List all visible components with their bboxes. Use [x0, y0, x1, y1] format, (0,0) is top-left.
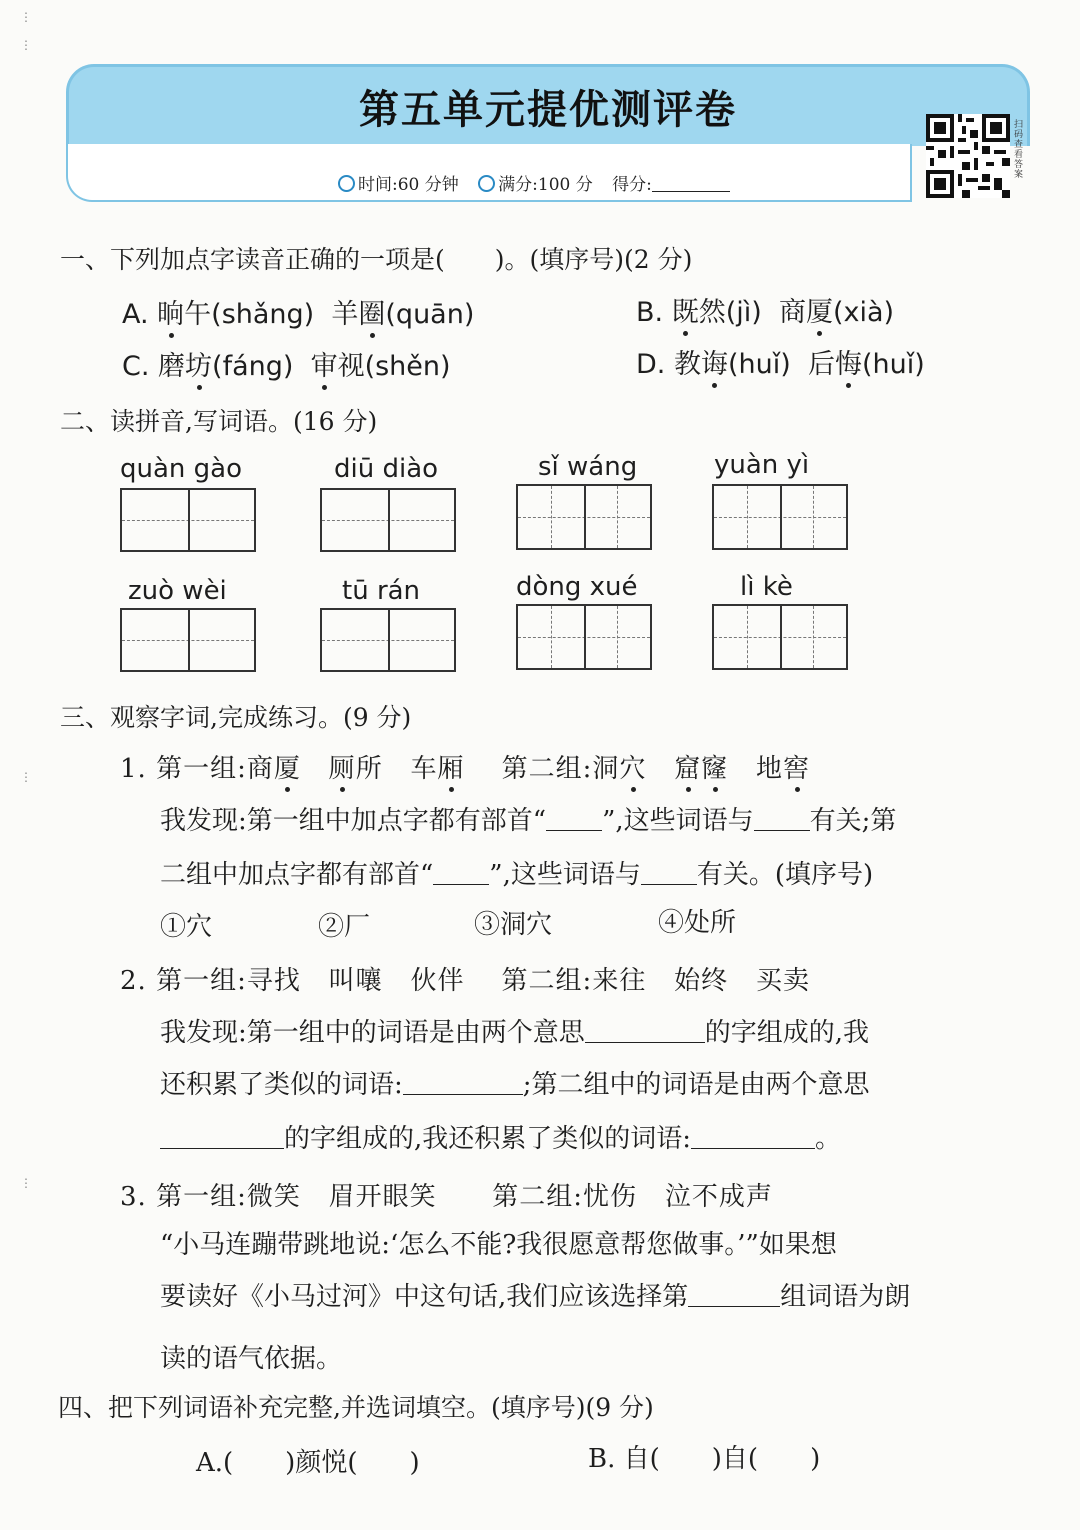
q3-3-line2: 要读好《小马过河》中这句话,我们应该选择第 组词语为朗 [160, 1282, 911, 1312]
binding-margin-top: ⋮ ⋮ [20, 10, 32, 52]
q3-3-line1: “小马连蹦带跳地说:‘怎么不能?我很愿意帮您做事。’”如果想 [160, 1230, 837, 1260]
clock-icon [338, 175, 355, 192]
q3-1-choice-2: ②厂 [318, 912, 371, 942]
blank-meaning-1[interactable] [585, 1041, 705, 1043]
write-box-1[interactable] [120, 488, 256, 552]
q3-2-groups: 2. 第一组:寻找 叫嚷 伙伴 第二组:来往 始终 买卖 [120, 966, 810, 996]
q3-1-line2: 二组中加点字都有部首“ ”,这些词语与 有关。(填序号) [160, 860, 874, 890]
write-box-2[interactable] [320, 488, 456, 552]
qr-code-icon[interactable] [926, 114, 1010, 198]
q3-1-groups: 1. 第一组:商厦 厕所 车厢 第二组:洞穴 窟窿 地窖 [120, 748, 810, 785]
blank-relation-2[interactable] [641, 883, 697, 885]
write-box-5[interactable] [120, 608, 256, 672]
q3-2-line3: 的字组成的,我还积累了类似的词语: 。 [160, 1118, 841, 1155]
q4-heading: 四、把下列词语补充完整,并选词填空。(填序号)(9 分) [58, 1393, 654, 1422]
pinyin-8: lì kè [740, 572, 793, 602]
pinyin-4: yuàn yì [714, 450, 810, 480]
blank-meaning-2[interactable] [160, 1147, 284, 1149]
score-field: 得分: [612, 175, 730, 195]
write-box-8[interactable] [712, 604, 848, 670]
pinyin-3: sǐ wáng [538, 452, 638, 482]
binding-margin-low: ⋮ [20, 1176, 32, 1190]
check-icon [478, 175, 495, 192]
write-box-7[interactable] [516, 604, 652, 670]
pinyin-7: dòng xué [516, 572, 638, 602]
q1-option-a: A. 晌午(shǎng) 羊圈(quān) [122, 292, 474, 331]
q1-option-b: B. 既然(jì) 商厦(xià) [636, 290, 894, 329]
binding-margin-mid: ⋮ [20, 770, 32, 784]
q1-option-c: C. 磨坊(fáng) 审视(shěn) [122, 344, 451, 383]
pinyin-5: zuò wèi [128, 576, 227, 606]
blank-words-1[interactable] [403, 1093, 523, 1095]
q1-heading: 一、下列加点字读音正确的一项是( )。(填序号)(2 分) [60, 245, 693, 274]
blank-words-2[interactable] [691, 1147, 815, 1149]
q3-1-line1: 我发现:第一组中加点字都有部首“ ”,这些词语与 有关;第 [160, 806, 897, 836]
qr-caption: 扫码查看答案 [1014, 120, 1024, 180]
q3-1-choice-1: ①穴 [160, 912, 213, 942]
write-box-3[interactable] [516, 484, 652, 550]
q3-heading: 三、观察字词,完成练习。(9 分) [60, 703, 412, 732]
write-box-6[interactable] [320, 608, 456, 672]
exam-meta: 时间:60 分钟 满分:100 分 得分: [338, 170, 744, 195]
pinyin-6: tū rán [342, 576, 421, 606]
header-banner [66, 64, 1030, 204]
q3-2-line2: 还积累了类似的词语: ;第二组中的词语是由两个意思 [160, 1070, 870, 1100]
blank-radical-1[interactable] [546, 829, 602, 831]
blank-relation-1[interactable] [754, 829, 810, 831]
q3-3-groups: 3. 第一组:微笑 眉开眼笑 第二组:忧伤 泣不成声 [120, 1182, 773, 1212]
page-title: 第五单元提优测评卷 [359, 86, 737, 133]
blank-group-choice[interactable] [688, 1305, 780, 1307]
pinyin-1: quàn gào [120, 454, 243, 484]
q3-2-line1: 我发现:第一组中的词语是由两个意思 的字组成的,我 [160, 1018, 870, 1048]
write-box-4[interactable] [712, 484, 848, 550]
q4-item-a[interactable]: A.( )颜悦( ) [196, 1448, 420, 1478]
q3-1-choice-3: ③洞穴 [474, 910, 553, 940]
q3-3-line3: 读的语气依据。 [160, 1344, 343, 1374]
pinyin-2: diū diào [334, 454, 439, 484]
q3-1-choice-4: ④处所 [658, 908, 737, 938]
blank-radical-2[interactable] [433, 883, 489, 885]
q1-option-d: D. 教诲(huǐ) 后悔(huǐ) [636, 342, 925, 381]
q2-heading: 二、读拼音,写词语。(16 分) [60, 407, 378, 436]
q4-item-b[interactable]: B. 自( )自( ) [588, 1444, 821, 1474]
